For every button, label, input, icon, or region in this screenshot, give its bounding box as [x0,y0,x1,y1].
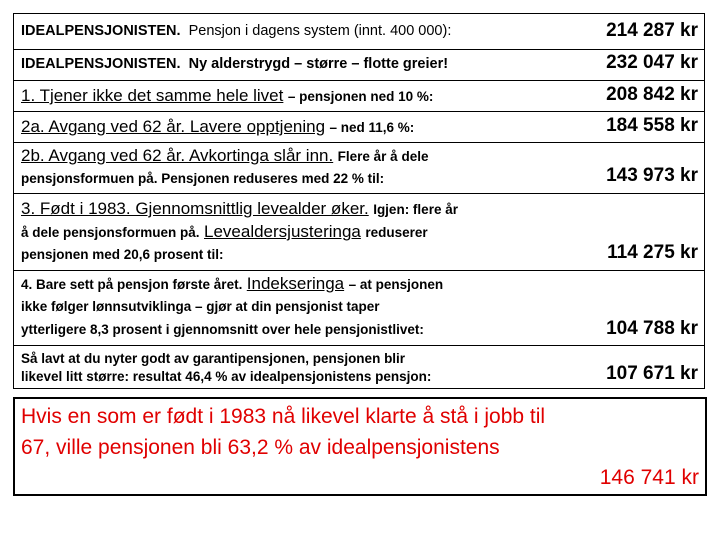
row-label-underlined: Levealdersjusteringa [204,222,361,241]
row-label-part: 4. Bare sett på pensjon første året. [21,277,243,292]
row-amount: 214 287 kr [606,20,698,41]
table-row [14,81,704,112]
table-row [14,346,704,388]
row-label-bold: IDEALPENSJONISTEN. [21,56,181,72]
row-text-line: Så lavt at du nyter godt av garantipensjonen, pensjonen blir [21,351,406,366]
row-amount: 143 973 kr [606,165,698,186]
row-text-line [21,199,458,219]
row-amount: 114 275 kr [607,242,698,263]
row-label-rest: Pensjon i dagens system (innt. 400 000): [188,23,452,39]
row-label-rest: Flere år å dele [337,149,429,164]
row-label-part: reduserer [365,225,428,240]
row-amount: 104 788 kr [606,318,698,339]
table-row [14,194,704,271]
row-label-bold: IDEALPENSJONISTEN. [21,23,181,39]
row-text-line-2 [21,222,428,242]
row-text-line [21,146,428,166]
row-amount: 184 558 kr [606,115,698,136]
row-text-line [21,56,448,72]
row-label-part: å dele pensjonsformuen på. [21,225,200,240]
row-text-line [21,117,414,137]
row-label-rest: – ned 11,6 %: [329,120,415,135]
row-text-line-3: pensjonen med 20,6 prosent til: [21,247,224,262]
summary-box [13,397,707,496]
table-row [14,143,704,194]
row-text-line [21,86,433,106]
row-label-rest: Igjen: flere år [373,202,458,217]
pension-table [13,13,705,389]
row-amount: 232 047 kr [606,52,698,73]
row-amount: 208 842 kr [606,84,698,105]
summary-line-1: Hvis en som er født i 1983 nå likevel klarte å stå i jobb til [21,405,546,428]
table-row [14,50,704,81]
row-label-rest: – pensjonen ned 10 %: [287,89,434,104]
row-label-rest: Ny alderstrygd – større – flotte greier! [188,56,449,72]
row-text-line-2: ikke følger lønnsutviklinga – gjør at din pensjonist taper [21,299,380,314]
row-text-line-2: likevel litt større: resultat 46,4 % av idealpensjonistens pensjon: [21,369,432,384]
row-label-underlined: 1. Tjener ikke det samme hele livet [21,86,284,105]
row-label-part: – at pensjonen [348,277,444,292]
row-text-line [21,274,443,294]
row-text-line [21,23,451,39]
row-text-line-3: ytterligere 8,3 prosent i gjennomsnitt over hele pensjonistlivet: [21,322,424,337]
row-label-underlined: 3. Født i 1983. Gjennomsnittlig levealder øker. [21,199,369,218]
row-label-underlined: Indekseringa [246,274,345,293]
table-row [14,271,704,346]
row-text-line-2: pensjonsformuen på. Pensjonen reduseres med 22 % til: [21,171,385,186]
summary-amount: 146 741 kr [599,466,699,489]
row-label-underlined: 2a. Avgang ved 62 år. Lavere opptjening [21,117,326,136]
row-label-underlined: 2b. Avgang ved 62 år. Avkortinga slår inn. [21,146,334,165]
table-row [14,112,704,143]
row-amount: 107 671 kr [606,363,698,384]
table-row [14,14,704,50]
summary-line-2: 67, ville pensjonen bli 63,2 % av idealpensjonistens [21,436,500,459]
